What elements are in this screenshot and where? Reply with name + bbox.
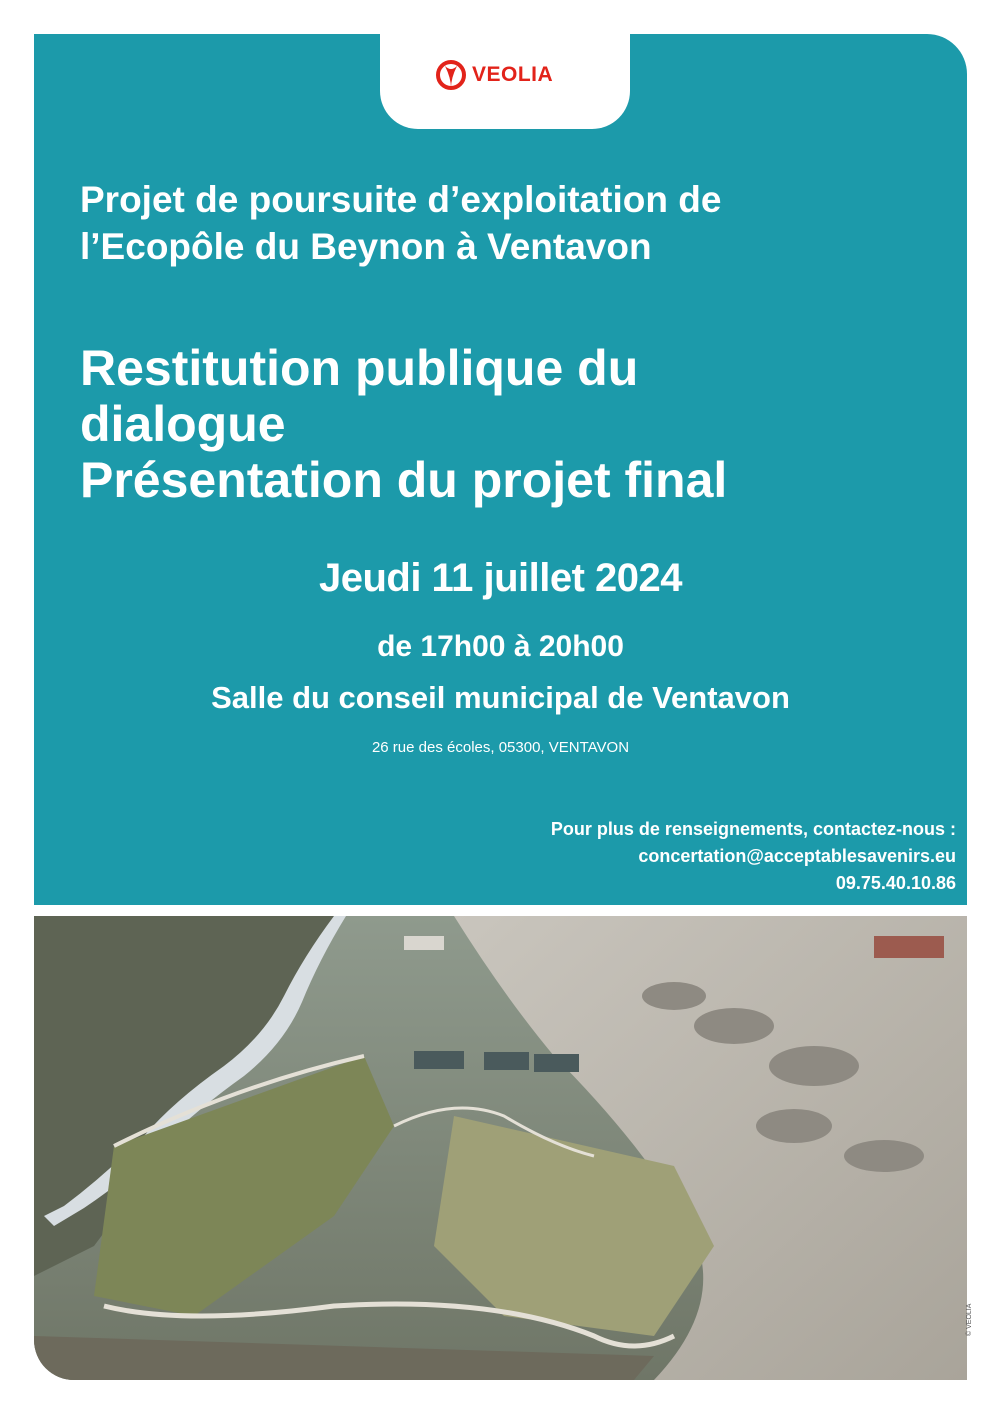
event-title-line-1: Restitution publique du xyxy=(80,340,639,396)
contact-phone[interactable]: 09.75.40.10.86 xyxy=(835,873,956,893)
project-title-line-1: Projet de poursuite d’exploitation de xyxy=(80,179,722,220)
veolia-logo xyxy=(436,55,576,95)
event-title xyxy=(80,340,940,508)
contact-email[interactable]: concertation@acceptablesavenirs.eu xyxy=(638,846,956,866)
event-address: 26 rue des écoles, 05300, VENTAVON xyxy=(371,739,630,756)
event-time: de 17h00 à 20h00 xyxy=(377,630,624,663)
brand-name: VEOLIA xyxy=(472,63,554,86)
event-title-line-3: Présentation du projet final xyxy=(80,452,728,508)
contact-intro: Pour plus de renseignements, contactez-nous : xyxy=(550,819,956,839)
project-title xyxy=(80,176,940,270)
contact-block xyxy=(356,816,956,897)
event-date: Jeudi 11 juillet 2024 xyxy=(318,556,683,600)
event-title-line-2: dialogue xyxy=(80,396,286,452)
veolia-logo-icon xyxy=(436,58,466,92)
photo-credit: © VEOLIA xyxy=(966,1303,973,1336)
event-venue: Salle du conseil municipal de Ventavon xyxy=(211,680,790,715)
aerial-photo-illustration xyxy=(34,916,967,1380)
aerial-site-photo xyxy=(34,916,967,1380)
project-title-line-2: l’Ecopôle du Beynon à Ventavon xyxy=(80,226,652,267)
